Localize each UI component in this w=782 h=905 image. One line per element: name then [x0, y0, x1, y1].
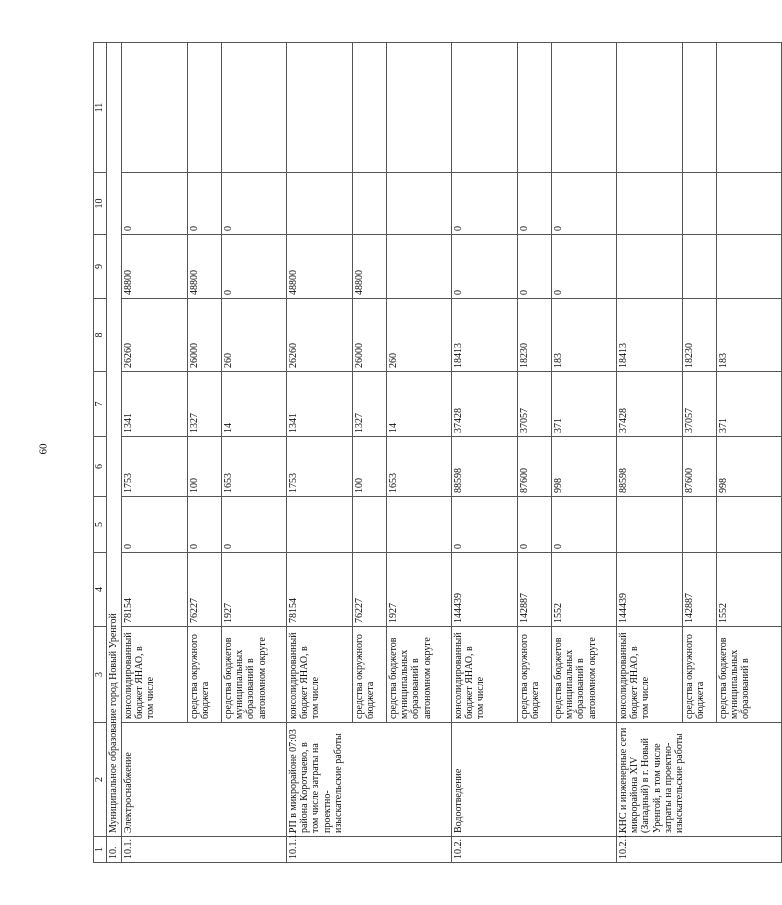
value-cell: 0 [122, 497, 188, 553]
value-cell: 18413 [452, 299, 518, 372]
value-cell: 1653 [387, 437, 452, 497]
header-cell: 2 [94, 723, 107, 837]
value-cell: 18230 [518, 299, 552, 372]
row-name: Водоотведение [452, 723, 617, 837]
value-cell [717, 497, 782, 553]
value-cell: 18413 [617, 299, 683, 372]
value-cell: 26000 [188, 299, 222, 372]
value-cell: 0 [122, 173, 188, 235]
funding-source: средства бюджетов муниципальных образований в [717, 627, 782, 723]
value-cell: 0 [518, 173, 552, 235]
funding-source: средства окружного бюджета [518, 627, 552, 723]
section-row [107, 43, 122, 863]
value-cell: 1753 [287, 437, 353, 497]
value-cell: 48800 [353, 235, 387, 299]
value-cell [222, 43, 287, 173]
row-name: КНС и инженерные сети микрорайона XIV (Западный) в г. Новый Уренгой, в том числе затраты на проектно-изыскательские работы [617, 723, 782, 837]
value-cell: 0 [552, 173, 617, 235]
value-cell: 0 [552, 235, 617, 299]
funding-source: средства бюджетов муниципальных образований в автономном округе [552, 627, 617, 723]
value-cell [683, 43, 717, 173]
row-number: 10.2.1. [617, 837, 782, 863]
value-cell: 998 [717, 437, 782, 497]
value-cell: 1341 [287, 372, 353, 437]
value-cell: 260 [222, 299, 287, 372]
value-cell: 0 [222, 235, 287, 299]
value-cell: 144439 [617, 553, 683, 627]
value-cell: 48800 [122, 235, 188, 299]
value-cell: 37057 [683, 372, 717, 437]
value-cell: 1552 [717, 553, 782, 627]
value-cell [387, 43, 452, 173]
value-cell [287, 497, 353, 553]
value-cell [122, 43, 188, 173]
value-cell: 76227 [188, 553, 222, 627]
header-cell: 3 [94, 627, 107, 723]
value-cell: 183 [717, 299, 782, 372]
page-number: 60 [37, 443, 50, 455]
value-cell [683, 173, 717, 235]
value-cell [717, 173, 782, 235]
row-name: РП в микрорайоне 07:03 района Коротчаево, в том числе затраты на проектно-изыскательские работы [287, 723, 452, 837]
value-cell: 0 [222, 497, 287, 553]
value-cell [387, 173, 452, 235]
value-cell: 87600 [518, 437, 552, 497]
funding-source: средства окружного бюджета [188, 627, 222, 723]
funding-source: средства окружного бюджета [683, 627, 717, 723]
value-cell: 87600 [683, 437, 717, 497]
value-cell: 0 [188, 173, 222, 235]
value-cell: 100 [188, 437, 222, 497]
value-cell [683, 497, 717, 553]
value-cell [683, 235, 717, 299]
funding-source: средства бюджетов муниципальных образований в автономном округе [222, 627, 287, 723]
value-cell: 0 [552, 497, 617, 553]
value-cell: 1927 [387, 553, 452, 627]
table-row [122, 43, 188, 863]
value-cell [617, 235, 683, 299]
header-cell: 1 [94, 837, 107, 863]
value-cell [287, 173, 353, 235]
row-number: 10.1.1. [287, 837, 452, 863]
value-cell: 0 [518, 235, 552, 299]
value-cell: 48800 [188, 235, 222, 299]
budget-table [93, 42, 782, 863]
row-number: 10.2. [452, 837, 617, 863]
value-cell: 18230 [683, 299, 717, 372]
funding-source: консолидированный бюджет ЯНАО, в том числе [452, 627, 518, 723]
value-cell: 37428 [452, 372, 518, 437]
value-cell: 26260 [122, 299, 188, 372]
value-cell: 998 [552, 437, 617, 497]
value-cell: 142887 [683, 553, 717, 627]
value-cell: 144439 [452, 553, 518, 627]
value-cell [717, 235, 782, 299]
value-cell: 371 [717, 372, 782, 437]
value-cell [287, 43, 353, 173]
header-cell: 9 [94, 235, 107, 299]
value-cell [518, 43, 552, 173]
value-cell [717, 43, 782, 173]
value-cell: 76227 [353, 553, 387, 627]
value-cell: 371 [552, 372, 617, 437]
value-cell: 37428 [617, 372, 683, 437]
value-cell: 1327 [188, 372, 222, 437]
value-cell: 1753 [122, 437, 188, 497]
value-cell: 1927 [222, 553, 287, 627]
value-cell: 0 [518, 497, 552, 553]
rotated-table-container [93, 43, 752, 863]
value-cell: 37057 [518, 372, 552, 437]
funding-source: консолидированный бюджет ЯНАО, в том числе [122, 627, 188, 723]
table-row [287, 43, 353, 863]
value-cell: 88598 [617, 437, 683, 497]
value-cell: 88598 [452, 437, 518, 497]
header-cell: 5 [94, 497, 107, 553]
value-cell [552, 43, 617, 173]
value-cell: 0 [452, 497, 518, 553]
value-cell: 183 [552, 299, 617, 372]
value-cell: 142887 [518, 553, 552, 627]
value-cell: 1653 [222, 437, 287, 497]
header-cell: 6 [94, 437, 107, 497]
value-cell: 26260 [287, 299, 353, 372]
section-number: 10. [107, 837, 122, 863]
value-cell [387, 235, 452, 299]
header-cell: 4 [94, 553, 107, 627]
value-cell: 78154 [287, 553, 353, 627]
value-cell [353, 497, 387, 553]
value-cell: 1327 [353, 372, 387, 437]
value-cell [617, 497, 683, 553]
value-cell [452, 43, 518, 173]
value-cell: 1552 [552, 553, 617, 627]
value-cell: 100 [353, 437, 387, 497]
value-cell: 0 [452, 235, 518, 299]
value-cell [353, 43, 387, 173]
value-cell: 0 [452, 173, 518, 235]
funding-source: средства бюджетов муниципальных образований в автономном округе [387, 627, 452, 723]
row-number: 10.1. [122, 837, 287, 863]
value-cell: 78154 [122, 553, 188, 627]
value-cell [617, 43, 683, 173]
header-cell: 10 [94, 173, 107, 235]
row-name: Электроснабжение [122, 723, 287, 837]
header-cell: 8 [94, 299, 107, 372]
value-cell: 0 [188, 497, 222, 553]
value-cell: 48800 [287, 235, 353, 299]
funding-source: консолидированный бюджет ЯНАО, в том числе [617, 627, 683, 723]
value-cell: 1341 [122, 372, 188, 437]
value-cell [387, 497, 452, 553]
value-cell [617, 173, 683, 235]
value-cell: 260 [387, 299, 452, 372]
value-cell: 26000 [353, 299, 387, 372]
value-cell [188, 43, 222, 173]
header-row [94, 43, 107, 863]
funding-source: средства окружного бюджета [353, 627, 387, 723]
value-cell [353, 173, 387, 235]
header-cell: 11 [94, 43, 107, 173]
value-cell: 14 [387, 372, 452, 437]
table-row [617, 43, 683, 863]
value-cell: 14 [222, 372, 287, 437]
funding-source: консолидированный бюджет ЯНАО, в том числе [287, 627, 353, 723]
table-row [452, 43, 518, 863]
value-cell: 0 [222, 173, 287, 235]
section-title: Муниципальное образование город Новый Уренгой [107, 43, 122, 837]
header-cell: 7 [94, 372, 107, 437]
